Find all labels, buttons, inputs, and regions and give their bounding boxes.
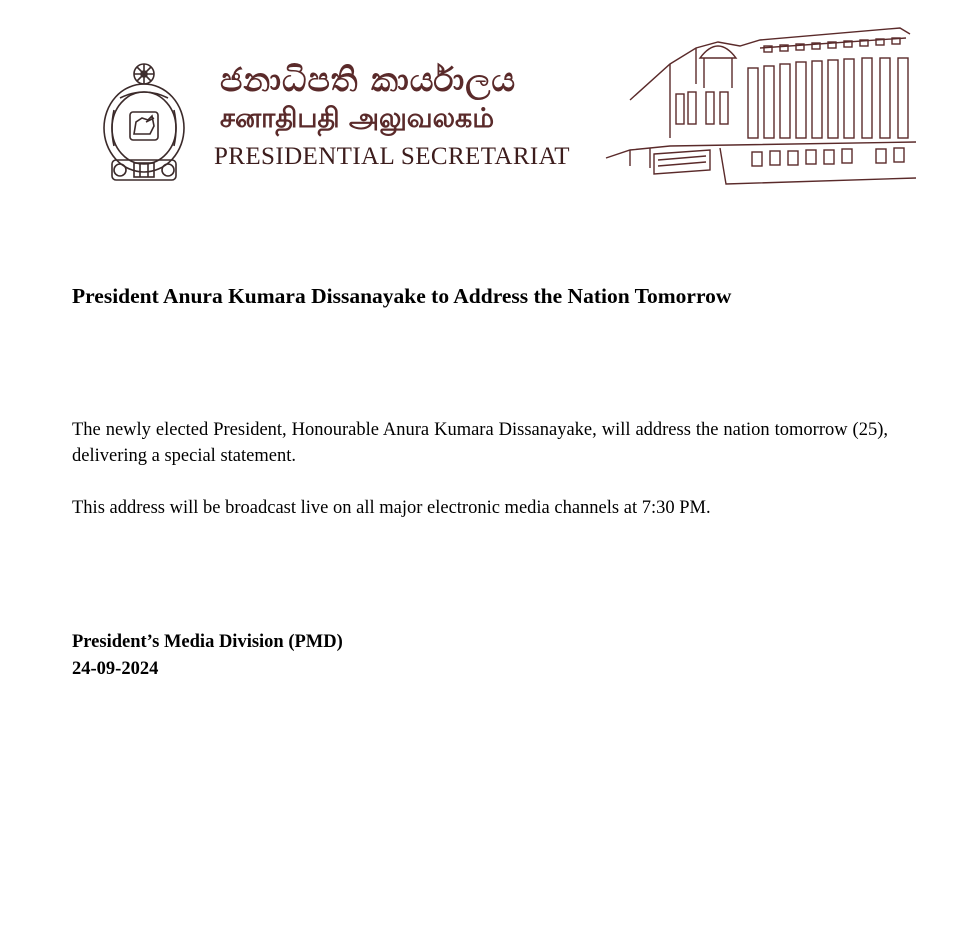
- signoff-date: 24-09-2024: [72, 659, 159, 679]
- building-illustration-icon: [600, 18, 916, 186]
- signoff-block: [72, 629, 343, 683]
- body-paragraph-2: This address will be broadcast live on all major electronic media channels at 7:30 PM.: [72, 498, 711, 518]
- org-name-tamil: சனாதிபதி அலுவலகம்: [220, 103, 495, 134]
- org-name-sinhala: ජනාධිපති කාර්යාලය: [220, 60, 517, 99]
- body-paragraph-1: The newly elected President, Honourable Anura Kumara Dissanayake, will address the nation tomorrow (25), delivering a special statement.: [72, 420, 888, 466]
- letterhead: [0, 0, 967, 200]
- signoff-organization: President’s Media Division (PMD): [72, 632, 343, 652]
- national-emblem-icon: [100, 60, 188, 186]
- org-name-english: PRESIDENTIAL SECRETARIAT: [214, 143, 570, 170]
- org-name-block: [214, 60, 574, 172]
- document-headline: President Anura Kumara Dissanayake to Address the Nation Tomorrow: [72, 284, 732, 308]
